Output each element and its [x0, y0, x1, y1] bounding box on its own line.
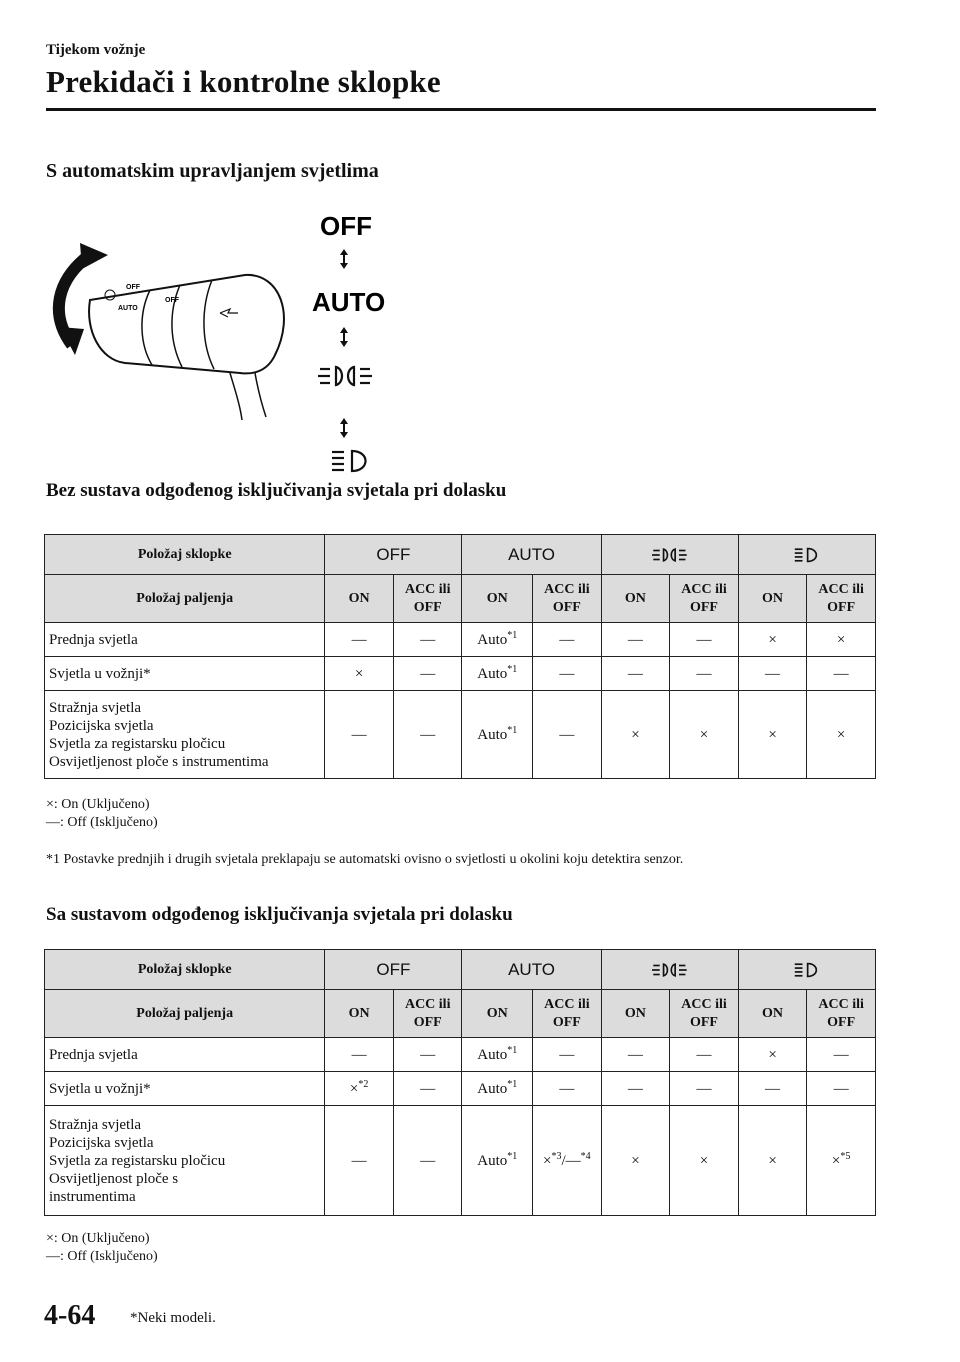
parking-lights-icon — [318, 367, 372, 385]
col-parking — [601, 535, 738, 575]
cell: — — [807, 657, 876, 691]
cell: — — [738, 657, 807, 691]
cell: × — [807, 691, 876, 779]
ign-cell: ACC ili OFF — [393, 575, 462, 623]
cell: — — [807, 1072, 876, 1106]
col-off: OFF — [325, 950, 462, 990]
ignition-position-header: Položaj paljenja — [45, 575, 325, 623]
ign-cell: ACC ili OFF — [533, 990, 602, 1038]
col-auto: AUTO — [462, 535, 601, 575]
cell: × — [738, 1038, 807, 1072]
cell: — — [325, 1038, 394, 1072]
legend-1 — [46, 796, 158, 832]
table2-title: Sa sustavom odgođenog isključivanja svjetala pri dolasku — [46, 904, 513, 925]
cell: ×$^{*2}$ — [325, 1072, 394, 1106]
cell: — — [533, 1072, 602, 1106]
cell: — — [601, 1038, 670, 1072]
row-label: Prednja svjetla — [45, 623, 325, 657]
cell: — — [601, 657, 670, 691]
table-row — [45, 623, 876, 657]
cell: Auto$^{*1}$ — [462, 1106, 533, 1216]
cell: — — [533, 691, 602, 779]
ign-cell: ON — [738, 990, 807, 1038]
cell: — — [325, 623, 394, 657]
switch-position-header: Položaj sklopke — [45, 535, 325, 575]
cell: — — [533, 1038, 602, 1072]
row-label: Stražnja svjetla Pozicijska svjetla Svjetla za registarsku pločicu Osvijetljenost ploče s instrumentima — [45, 1106, 325, 1216]
cell: — — [670, 1038, 739, 1072]
position-off-label: OFF — [320, 211, 372, 241]
cell: × — [601, 691, 670, 779]
section-title-auto-lights: S automatskim upravljanjem svjetlima — [46, 160, 379, 182]
page-number: 4-64 — [44, 1300, 96, 1331]
col-parking — [601, 950, 738, 990]
ign-cell: ON — [601, 990, 670, 1038]
ign-cell: ON — [462, 990, 533, 1038]
parking-lights-icon — [652, 546, 688, 564]
cell: × — [738, 623, 807, 657]
ign-cell: ACC ili OFF — [670, 990, 739, 1038]
headlights-icon — [793, 961, 821, 979]
cell: × — [738, 691, 807, 779]
page-title: Prekidači i kontrolne sklopke — [46, 64, 441, 99]
col-auto: AUTO — [462, 950, 601, 990]
ign-cell: ON — [325, 990, 394, 1038]
col-off: OFF — [325, 535, 462, 575]
legend-2 — [46, 1230, 158, 1266]
ign-cell: ACC ili OFF — [807, 575, 876, 623]
table-row — [45, 1106, 876, 1216]
light-table-without-delay — [44, 534, 876, 779]
section-header: Tijekom vožnje — [46, 42, 146, 58]
cell: ×$^{*3}$/—$^{*4}$ — [533, 1106, 602, 1216]
ign-cell: ON — [601, 575, 670, 623]
col-headlights — [738, 950, 875, 990]
parking-lights-icon — [652, 961, 688, 979]
cell: — — [533, 623, 602, 657]
cell: × — [670, 1106, 739, 1216]
cell: ×$^{*5}$ — [807, 1106, 876, 1216]
ign-cell: ACC ili OFF — [807, 990, 876, 1038]
page-note: *Neki modeli. — [130, 1310, 216, 1326]
cell: — — [393, 691, 462, 779]
table-row — [45, 657, 876, 691]
cell: Auto$^{*1}$ — [462, 1038, 533, 1072]
cell: — — [393, 1038, 462, 1072]
row-label: Svjetla u vožnji* — [45, 1072, 325, 1106]
cell: — — [601, 1072, 670, 1106]
row-label: Svjetla u vožnji* — [45, 657, 325, 691]
headlights-icon — [793, 546, 821, 564]
legend-off: —: Off (Isključeno) — [46, 1249, 158, 1264]
headlights-icon — [332, 451, 366, 471]
legend-off: —: Off (Isključeno) — [46, 815, 158, 830]
cell: — — [601, 623, 670, 657]
table-row — [45, 691, 876, 779]
light-table-with-delay — [44, 949, 876, 1216]
row-label: Prednja svjetla — [45, 1038, 325, 1072]
col-headlights — [738, 535, 875, 575]
ign-cell: ON — [738, 575, 807, 623]
ign-cell: ON — [325, 575, 394, 623]
cell: × — [601, 1106, 670, 1216]
table-row — [45, 1072, 876, 1106]
ign-cell: ACC ili OFF — [533, 575, 602, 623]
cell: Auto$^{*1}$ — [462, 691, 533, 779]
cell: × — [738, 1106, 807, 1216]
lever-label-off-2: OFF — [165, 297, 179, 304]
cell: — — [393, 1106, 462, 1216]
cell: × — [670, 691, 739, 779]
lever-label-off-1: OFF — [126, 284, 140, 291]
cell: — — [807, 1038, 876, 1072]
ignition-position-header: Položaj paljenja — [45, 990, 325, 1038]
cell: — — [670, 657, 739, 691]
cell: — — [393, 1072, 462, 1106]
switch-position-header: Položaj sklopke — [45, 950, 325, 990]
ign-cell: ACC ili OFF — [670, 575, 739, 623]
cell: × — [807, 623, 876, 657]
cell: — — [533, 657, 602, 691]
cell: × — [325, 657, 394, 691]
cell: — — [738, 1072, 807, 1106]
footnote-1: *1 Postavke prednjih i drugih svjetala preklapaju se automatski ovisno o svjetlosti u okolini koju detektira senzor. — [46, 852, 684, 867]
ign-cell: ON — [462, 575, 533, 623]
cell: Auto$^{*1}$ — [462, 657, 533, 691]
position-auto-label: AUTO — [312, 287, 386, 317]
lever-label-auto: AUTO — [118, 305, 138, 312]
cell: — — [325, 691, 394, 779]
legend-on: ×: On (Uključeno) — [46, 797, 150, 812]
light-switch-illustration — [30, 205, 450, 480]
cell: — — [325, 1106, 394, 1216]
cell: Auto$^{*1}$ — [462, 1072, 533, 1106]
cell: — — [393, 657, 462, 691]
cell: Auto$^{*1}$ — [462, 623, 533, 657]
legend-on: ×: On (Uključeno) — [46, 1231, 150, 1246]
table1-title: Bez sustava odgođenog isključivanja svjetala pri dolasku — [46, 480, 507, 501]
ign-cell: ACC ili OFF — [393, 990, 462, 1038]
title-divider — [46, 108, 876, 111]
table-row — [45, 1038, 876, 1072]
cell: — — [670, 623, 739, 657]
cell: — — [393, 623, 462, 657]
cell: — — [670, 1072, 739, 1106]
row-label: Stražnja svjetla Pozicijska svjetla Svjetla za registarsku pločicu Osvijetljenost ploče s instrumentima — [45, 691, 325, 779]
